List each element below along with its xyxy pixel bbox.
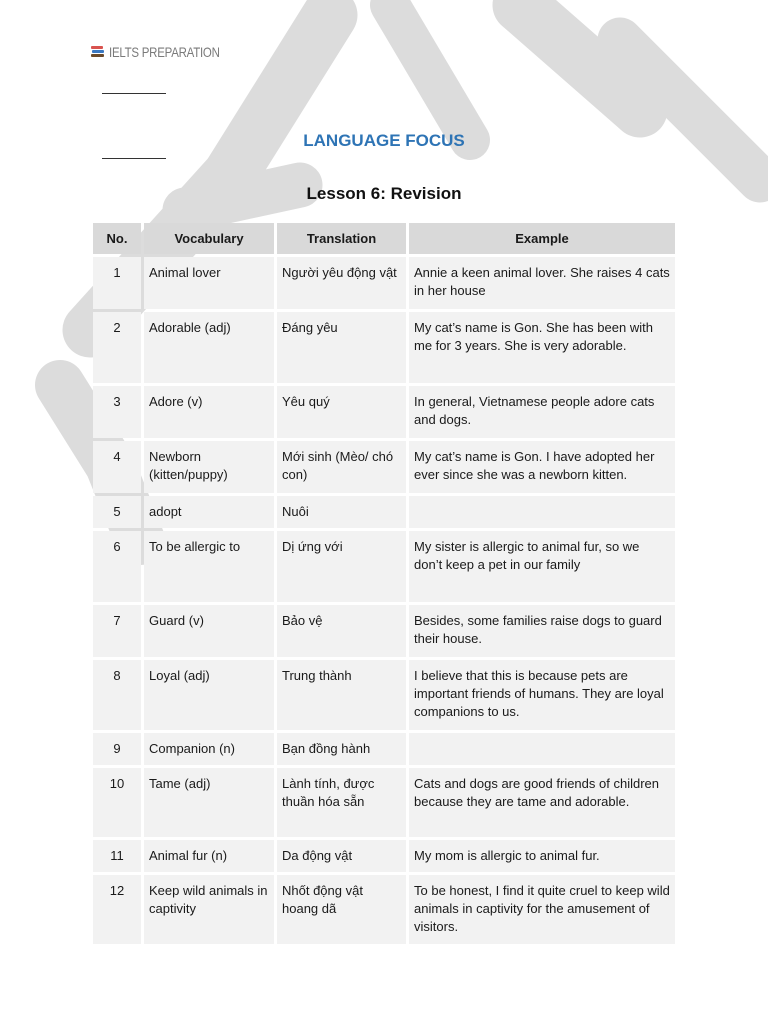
- cell-vocabulary: Loyal (adj): [144, 660, 274, 730]
- cell-no: 9: [93, 733, 141, 765]
- table-row: [93, 257, 675, 309]
- cell-no: 10: [93, 768, 141, 837]
- cell-no: 4: [93, 441, 141, 493]
- header-no: No.: [93, 223, 141, 254]
- cell-vocabulary: Keep wild animals in captivity: [144, 875, 274, 944]
- table-row: [93, 733, 675, 765]
- cell-translation: Trung thành: [277, 660, 406, 730]
- brand-text: IELTS PREPARATION: [109, 44, 220, 60]
- header-example: Example: [409, 223, 675, 254]
- cell-no: 2: [93, 312, 141, 383]
- cell-example: My mom is allergic to animal fur.: [409, 840, 675, 872]
- cell-example: I believe that this is because pets are important friends of humans. They are loyal companions to us.: [409, 660, 675, 730]
- cell-vocabulary: Animal lover: [144, 257, 274, 309]
- table-header-row: [93, 223, 675, 254]
- cell-example: Besides, some families raise dogs to guard their house.: [409, 605, 675, 657]
- cell-translation: Đáng yêu: [277, 312, 406, 383]
- cell-example: My cat’s name is Gon. I have adopted her ever since she was a newborn kitten.: [409, 441, 675, 493]
- cell-example: Cats and dogs are good friends of children because they are tame and adorable.: [409, 768, 675, 837]
- books-icon: [90, 45, 106, 59]
- cell-vocabulary: To be allergic to: [144, 531, 274, 602]
- table-row: [93, 386, 675, 438]
- cell-no: 6: [93, 531, 141, 602]
- cell-example: My cat’s name is Gon. She has been with me for 3 years. She is very adorable.: [409, 312, 675, 383]
- vocabulary-table: [90, 220, 678, 947]
- cell-example: [409, 733, 675, 765]
- cell-example: Annie a keen animal lover. She raises 4 cats in her house: [409, 257, 675, 309]
- cell-translation: Lành tính, được thuần hóa sẵn: [277, 768, 406, 837]
- cell-translation: Yêu quý: [277, 386, 406, 438]
- cell-vocabulary: Adore (v): [144, 386, 274, 438]
- cell-no: 3: [93, 386, 141, 438]
- header-vocabulary: Vocabulary: [144, 223, 274, 254]
- table-row: [93, 768, 675, 837]
- lesson-subtitle: Lesson 6: Revision: [306, 184, 462, 203]
- cell-vocabulary: Companion (n): [144, 733, 274, 765]
- table-row: [93, 660, 675, 730]
- table-row: [93, 840, 675, 872]
- cell-no: 1: [93, 257, 141, 309]
- cell-vocabulary: Guard (v): [144, 605, 274, 657]
- divider-line-top: [102, 93, 166, 94]
- table-row: [93, 496, 675, 528]
- cell-example: My sister is allergic to animal fur, so we don’t keep a pet in our family: [409, 531, 675, 602]
- cell-vocabulary: Animal fur (n): [144, 840, 274, 872]
- cell-no: 12: [93, 875, 141, 944]
- cell-translation: Da động vật: [277, 840, 406, 872]
- cell-example: [409, 496, 675, 528]
- table-row: [93, 312, 675, 383]
- table-row: [93, 441, 675, 493]
- cell-translation: Bạn đồng hành: [277, 733, 406, 765]
- table-row: [93, 605, 675, 657]
- cell-example: In general, Vietnamese people adore cats and dogs.: [409, 386, 675, 438]
- cell-no: 5: [93, 496, 141, 528]
- cell-translation: Người yêu động vật: [277, 257, 406, 309]
- divider-line-bottom: [102, 158, 166, 159]
- cell-translation: Nuôi: [277, 496, 406, 528]
- header-translation: Translation: [277, 223, 406, 254]
- cell-vocabulary: adopt: [144, 496, 274, 528]
- cell-translation: Dị ứng với: [277, 531, 406, 602]
- page-title: LANGUAGE FOCUS: [303, 131, 465, 150]
- cell-no: 11: [93, 840, 141, 872]
- cell-translation: Mới sinh (Mèo/ chó con): [277, 441, 406, 493]
- cell-vocabulary: Tame (adj): [144, 768, 274, 837]
- cell-vocabulary: Adorable (adj): [144, 312, 274, 383]
- cell-vocabulary: Newborn (kitten/puppy): [144, 441, 274, 493]
- cell-example: To be honest, I find it quite cruel to keep wild animals in captivity for the amusement of visitors.: [409, 875, 675, 944]
- cell-no: 8: [93, 660, 141, 730]
- cell-translation: Nhốt động vật hoang dã: [277, 875, 406, 944]
- table-row: [93, 531, 675, 602]
- cell-translation: Bảo vệ: [277, 605, 406, 657]
- table-row: [93, 875, 675, 944]
- cell-no: 7: [93, 605, 141, 657]
- brand-header: [90, 44, 244, 60]
